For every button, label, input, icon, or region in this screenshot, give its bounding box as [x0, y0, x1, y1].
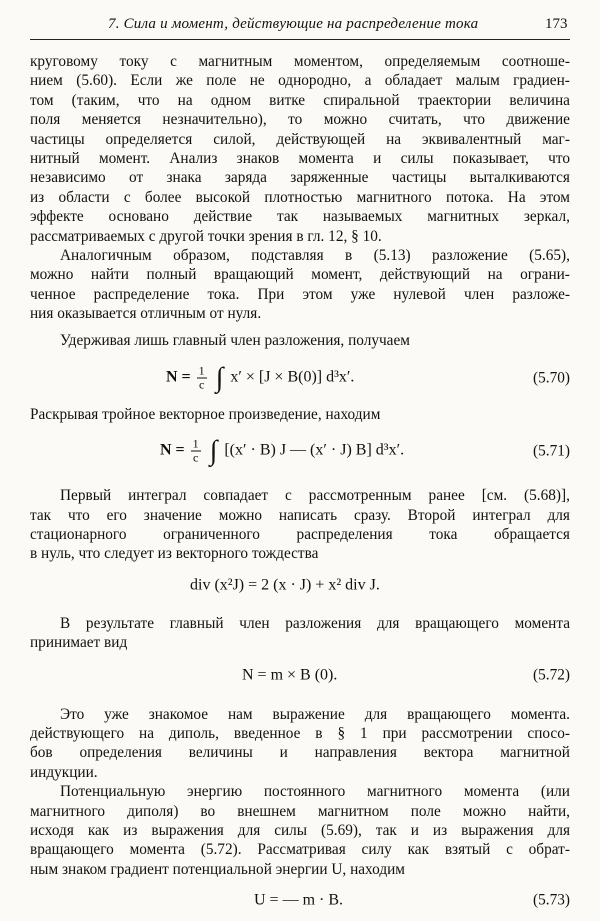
running-head: 7. Сила и момент, действующие на распределение тока	[108, 16, 479, 32]
equation-number: (5.70)	[533, 369, 570, 387]
equation-number: (5.71)	[533, 442, 570, 460]
text-line: из области с более высокой плотностью магнитного потока. На этом	[30, 188, 570, 206]
header-rule	[30, 39, 570, 40]
text-line: так что его значение можно написать сразу. Второй интеграл для	[30, 506, 570, 524]
fraction-numerator: 1	[198, 363, 205, 378]
paragraph-7	[30, 705, 570, 783]
equation-number: (5.73)	[533, 891, 570, 909]
text-line: магнитного диполя) во внешнем магнитном поле можно найти,	[30, 802, 570, 820]
text-line: бов определения величины и направления вектора магнитной	[30, 744, 570, 762]
paragraph-1	[30, 52, 570, 246]
text-line: в нуль, что следует из векторного тождества	[30, 545, 319, 563]
paragraph-3	[30, 331, 570, 350]
paragraph-8	[30, 782, 570, 879]
text-line: Потенциальную энергию постоянного магнитного момента (или	[60, 783, 570, 801]
text-line: нитный момент. Анализ знаков момента и силы показывает, что	[30, 149, 570, 167]
fraction	[197, 364, 207, 391]
page-body	[30, 52, 570, 921]
text-line: вращающего момента (5.72). Рассматривая силу как взятый с обрат-	[30, 841, 570, 859]
equation-expression: U = — m · B.	[254, 891, 344, 909]
text-line: ным знаком градиент потенциальной энергии U, находим	[30, 860, 405, 878]
equation-expression: N = m × B (0).	[242, 665, 338, 683]
text-line: В результате главный член разложения для вращающего момента	[60, 614, 570, 632]
text-line: можно найти полный вращающий момент, действующий на ограни-	[30, 266, 570, 284]
text-line: круговому току с магнитным моментом, определяемым соотноше-	[30, 53, 570, 70]
text-line: нием (5.60). Если же поле не однородно, а обладает малым градиен-	[30, 72, 570, 90]
fraction-denominator: c	[193, 450, 199, 465]
text-line: том (таким, что на одном витке спиральной траектории величина	[30, 91, 570, 109]
equation-5-70	[30, 357, 570, 399]
equation-5-71	[30, 430, 570, 472]
text-line: ния оказывается отличным от нуля.	[30, 305, 262, 323]
text-line: принимает вид	[30, 634, 128, 652]
paragraph-2	[30, 246, 570, 324]
text-line: Удерживая лишь главный член разложения, получаем	[60, 332, 410, 350]
equation-expression: div (x²J) = 2 (x · J) + x² div J.	[190, 576, 380, 594]
text-line: Аналогичным образом, подставляя в (5.13) разложение (5.65),	[60, 246, 570, 264]
text-line: эффекте основано действие так называемых магнитных зеркал,	[30, 208, 570, 226]
equation-number: (5.72)	[533, 665, 570, 683]
eq-lhs: N =	[166, 368, 191, 386]
text-line: Это уже знакомое нам выражение для вращающего момента.	[60, 705, 570, 723]
equation-expression	[166, 362, 355, 394]
text-line: частицы определяется силой, действующей на эквивалентный маг-	[30, 130, 570, 148]
integral-sign: ∫	[209, 435, 218, 467]
eq-rhs: x′ × [J × B(0)] d³x′.	[230, 368, 355, 386]
text-line: ченное распределение тока. При этом уже нулевой член разложе-	[30, 285, 570, 303]
fraction	[191, 438, 201, 465]
fraction-numerator: 1	[192, 436, 199, 451]
text-line: поля меняется незначительно), то можно считать, что движение	[30, 111, 570, 129]
paragraph-6	[30, 614, 570, 653]
text-line: Первый интеграл совпадает с рассмотренным ранее [см. (5.68)],	[60, 487, 570, 505]
integral-sign: ∫	[215, 362, 224, 394]
eq-rhs: [(x′ · B) J — (x′ · J) B] d³x′.	[224, 441, 405, 459]
page-header	[0, 0, 600, 40]
page-number: 173	[545, 16, 568, 32]
vector-identity	[30, 568, 570, 602]
text-line: исходя как из выражения для силы (5.69), так и из выражения для	[30, 821, 570, 839]
text-line: независимо от знака заряда заряженные частицы выталкиваются	[30, 169, 570, 187]
fraction-denominator: c	[199, 377, 205, 392]
equation-5-72	[30, 657, 570, 693]
paragraph-4	[30, 405, 570, 424]
eq-lhs: N =	[160, 441, 185, 459]
equation-5-73	[30, 883, 570, 917]
text-line: Раскрывая тройное векторное произведение, находим	[30, 405, 381, 423]
text-line: рассматриваемых с другой точки зрения в гл. 12, § 10.	[30, 227, 382, 245]
text-line: действующего на диполь, введенное в § 1 при рассмотрении спосо-	[30, 724, 570, 742]
text-line: индукции.	[30, 763, 98, 781]
paragraph-5	[30, 486, 570, 564]
text-line: стационарного ограниченного распределения тока обращается	[30, 526, 570, 544]
equation-expression	[160, 435, 405, 467]
